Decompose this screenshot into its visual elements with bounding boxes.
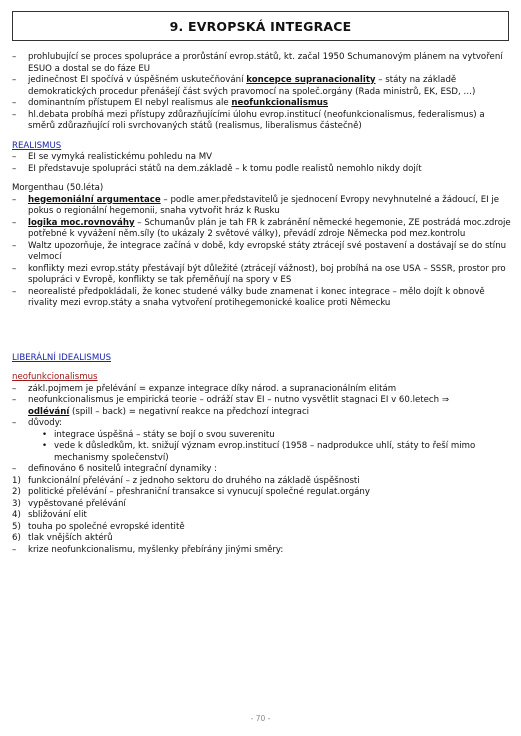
dash-marker: –	[12, 418, 17, 428]
intro-text: – státy na základě demokratických procedur přenášejí část svých pravomocí na společ.orgány (Rada ministrů, EK, ESD, …)	[28, 75, 476, 97]
list-item-text: Waltz upozorňuje, že integrace začíná v době, kdy evropské státy ztrácejí své postavení a dostávají se do stínu velmocí	[28, 240, 507, 262]
list-item-text: neorealisté předpokládali, že konec studené války bude znamenat i konec integrace – mělo dojít k obnově rivality mezi evrop.státy a snaha vytvoření protihegemonické koalice proti Německu	[28, 286, 485, 308]
numbered-item	[12, 476, 512, 488]
list-item-text: EI se vymyká realistickému pohledu na MV	[28, 152, 212, 162]
intro-text: prohlubující se proces spolupráce a prorůstání evrop.států, kt. začal 1950 Schumanovým plánem na vytvoření ESUO a dostal se do fáze EU	[28, 52, 503, 74]
list-item	[12, 545, 512, 557]
list-item	[12, 384, 512, 396]
key-term: koncepce supranacionality	[246, 75, 376, 85]
dash-marker: –	[12, 544, 17, 555]
subsection-label: Morgenthau (50.léta)	[12, 183, 104, 193]
bullet-item	[12, 441, 512, 464]
list-item	[12, 287, 512, 310]
intro-item	[12, 98, 512, 110]
spacer	[12, 175, 512, 183]
list-item	[12, 218, 512, 241]
dash-marker: –	[12, 163, 17, 174]
intro-item	[12, 75, 512, 98]
numbered-item	[12, 487, 512, 499]
numbered-text: vypěstované přelévání	[28, 498, 126, 509]
numbered-text: sbližování elit	[28, 510, 87, 520]
section-heading-liberal: LIBERÁLNÍ IDEALISMUS	[12, 352, 112, 363]
numbered-item	[12, 533, 512, 545]
dash-marker: –	[12, 286, 17, 297]
intro-text: hl.debata probíhá mezi přístupy zdůrazňujícími úlohu evrop.institucí (neofunkcionalismus, federalismus) a směrů zdůrazňující roli svrchovaných států (realismus, liberalismus částečně)	[28, 109, 485, 131]
intro-text: dominantním přístupem EI nebyl realismus ale	[28, 98, 232, 108]
spacer	[12, 310, 512, 353]
list-item-text: důvody:	[28, 418, 63, 428]
dash-marker: –	[12, 263, 17, 274]
numbered-item	[12, 522, 512, 534]
numbered-text: politické přelévání – přeshraniční transakce si vynucují společné regulat.orgány	[28, 487, 370, 497]
page-number: - 70 -	[250, 714, 271, 723]
page-title: 9. EVROPSKÁ INTEGRACE	[12, 11, 509, 41]
item-number: 2)	[12, 487, 21, 497]
list-item-text: zákl.pojmem je přelévání = expanze integrace díky národ. a supranacionálním elitám	[28, 383, 397, 394]
list-item	[12, 264, 512, 287]
numbered-text: funkcionální přelévání – z jednoho sektoru do druhého na základě úspěšnosti	[28, 475, 360, 486]
spacer	[12, 364, 512, 372]
list-item	[12, 395, 512, 418]
list-item	[12, 164, 512, 176]
intro-item	[12, 52, 512, 75]
intro-text: jedinečnost EI spočívá v úspěšném uskutečňování	[28, 75, 247, 85]
item-number: 6)	[12, 533, 21, 543]
list-item-text: krize neofunkcionalismu, myšlenky přebírány jinými směry:	[28, 544, 284, 555]
list-item	[12, 195, 512, 218]
list-item	[12, 418, 512, 430]
dash-marker: –	[12, 98, 17, 108]
list-item	[12, 241, 512, 264]
list-item-text: EI představuje spolupráci států na dem.základě – k tomu podle realistů nemohlo nikdy dojít	[28, 163, 422, 174]
numbered-item	[12, 499, 512, 511]
list-item-text: (spill – back) = negativní reakce na předchozí integraci	[69, 406, 310, 417]
subsection-heading-neofunkcionalismus: neofunkcionalismus	[12, 372, 98, 382]
list-item-text: – podle amer.představitelů je sjednocení Evropy nevyhnutelné a žádoucí, EI je pokus o regionální hegemonii, snaha vytvořit hráz k Rusku	[28, 194, 500, 216]
list-item	[12, 152, 512, 164]
bullet-text: integrace úspěšná – státy se bojí o svou suverenitu	[54, 429, 275, 440]
item-number: 1)	[12, 475, 21, 486]
dash-marker: –	[12, 75, 17, 85]
numbered-text: tlak vnějších aktérů	[28, 533, 113, 543]
key-term: neofunkcionalismus	[231, 98, 329, 108]
list-item-text: neofunkcionalismus je empirická teorie – odráží stav EI – nutno vysvětlit stagnaci EI v 60.letech ⇒	[28, 395, 450, 405]
key-term: logika moc.rovnováhy	[28, 217, 135, 228]
content	[12, 52, 512, 556]
list-item	[12, 464, 512, 476]
intro-item	[12, 110, 512, 133]
bullet-text: vede k důsledkům, kt. snižují význam evrop.institucí (1958 – nadprodukce uhlí, státy to řeší mimo mechanismy společenství)	[54, 441, 476, 463]
dash-marker: –	[12, 109, 17, 120]
dash-marker: –	[12, 217, 17, 228]
section-heading-realismus: REALISMUS	[12, 140, 62, 151]
numbered-item	[12, 510, 512, 522]
list-item-text: definováno 6 nositelů integrační dynamiky :	[28, 464, 218, 474]
dash-marker: –	[12, 383, 17, 394]
dash-marker: –	[12, 240, 17, 251]
bullet-marker: •	[42, 429, 48, 440]
dash-marker: –	[12, 464, 17, 474]
dash-marker: –	[12, 395, 17, 405]
list-item-text: – Schumanův plán je tah FR k zabránění německé hegemonie, ZE postrádá moc.zdroje potřebné k vyvážení něm.síly (to ukázaly 2 světové války), převádí zdroje Německa pod mez.kontrolu	[28, 217, 511, 239]
bullet-marker: •	[42, 441, 48, 451]
bullet-item	[12, 430, 512, 442]
item-number: 5)	[12, 521, 21, 532]
spacer	[12, 133, 512, 141]
numbered-text: touha po společné evropské identitě	[28, 521, 185, 532]
list-item-text: konflikty mezi evrop.státy přestávají být důležité (ztrácejí vážnost), boj probíhá na ose USA – SSSR, prostor pro spolupráci v Evropě, konflikty se tak přeměňují na spory v ES	[28, 263, 506, 285]
key-term: hegemoniální argumentace	[28, 194, 161, 205]
key-term: odlévání	[28, 406, 70, 417]
dash-marker: –	[12, 52, 17, 62]
item-number: 4)	[12, 510, 21, 520]
dash-marker: –	[12, 194, 17, 205]
dash-marker: –	[12, 152, 17, 162]
item-number: 3)	[12, 498, 21, 509]
